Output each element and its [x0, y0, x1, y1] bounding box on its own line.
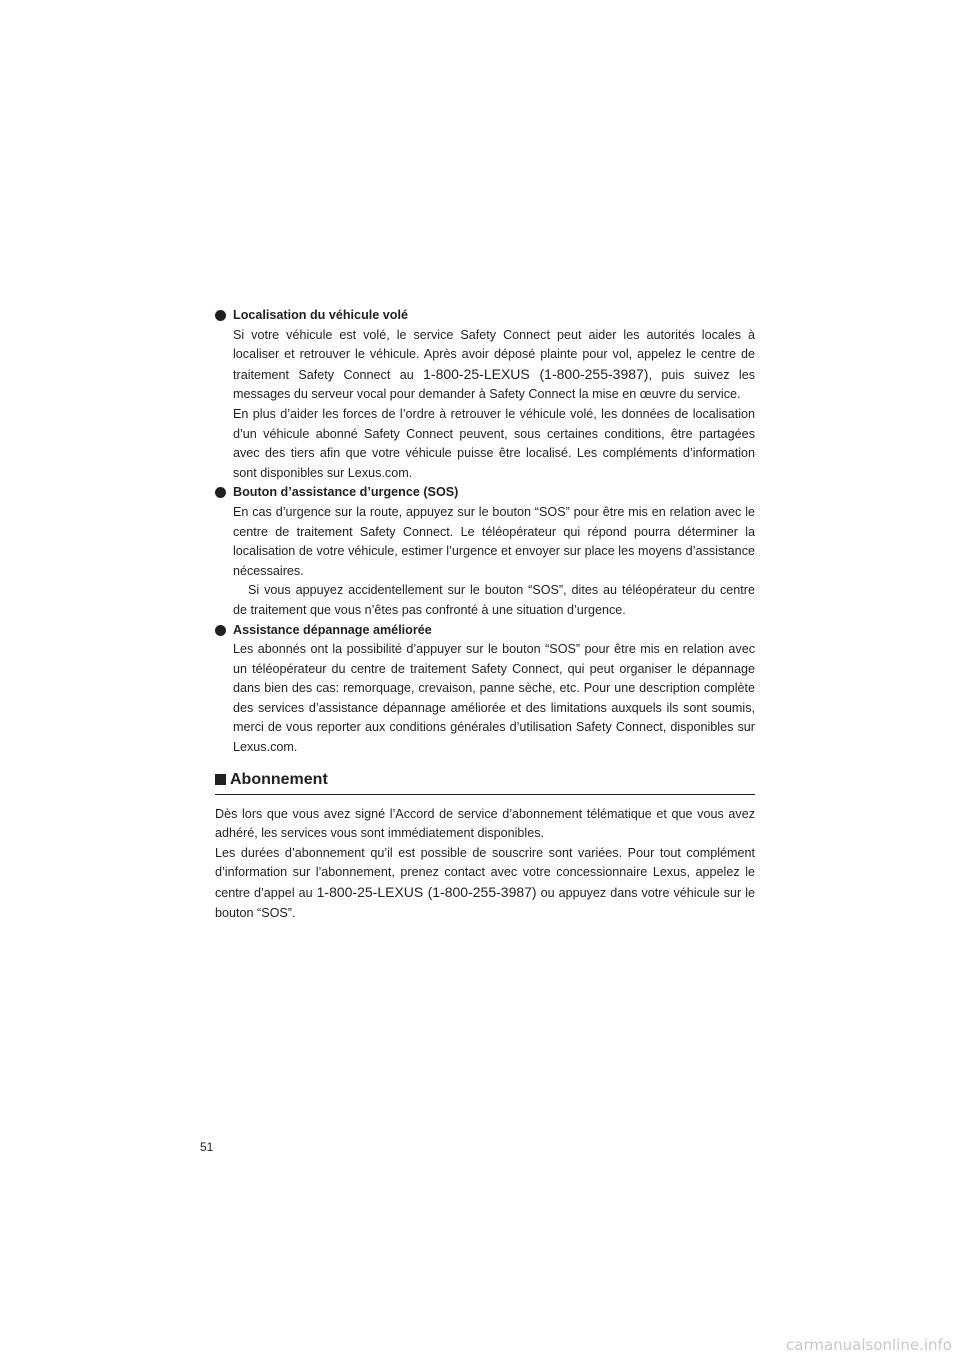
item-title: Localisation du véhicule volé	[233, 308, 408, 322]
phone-number: 1-800-25-LEXUS (1-800-255-3987)	[316, 884, 537, 901]
item-paragraph: Si vous appuyez accidentellement sur le bouton “SOS”, dites au téléopérateur du centre de traitement que vous n’êtes pas confronté à une situation d’urgence.	[233, 583, 755, 617]
section-heading	[215, 770, 755, 795]
item-paragraph: Les abonnés ont la possibilité d’appuyer sur le bouton “SOS” pour être mis en relation avec un téléopérateur du centre de traitement Safety Connect, qui peut organiser le dépannage dans bien des cas: remorquage, crevaison, panne sèche, etc. Pour une description complète des services d’assistance dépannage améliorée et des limitations auxquels ils sont soumis, merci de vous reporter aux conditions générales d’utilisation Safety Connect, disponibles sur Lexus.com.	[233, 642, 755, 755]
item-paragraph: Si votre véhicule est volé, le service Safety Connect peut aider les autorités locales à localiser et retrouver le véhicule. Après avoir déposé plainte pour vol, appelez le centre de traitement Safety Connect au 1-800-25-LEXUS (1-800-255-3987), puis suivez les messages du serveur vocal pour demander à Safety Connect la mise en œuvre du service.	[233, 327, 755, 402]
watermark: carmanualsonline.info	[786, 1336, 952, 1354]
list-item-stolen-vehicle	[215, 306, 755, 483]
item-title: Bouton d’assistance d’urgence (SOS)	[233, 485, 459, 500]
section-paragraph: Les durées d’abonnement qu’il est possible de souscrire sont variées. Pour tout complément d’information sur l’abonnement, prenez contact avec votre concessionnaire Lexus, appelez le centre d’appel au 1-800-25-LEXUS (1-800-255-3987) ou appuyez dans votre véhicule sur le bouton “SOS”.	[215, 845, 755, 920]
section-paragraph: Dès lors que vous avez signé l’Accord de service d’abonnement télématique et que vous avez adhéré, les services vous sont immédiatement disponibles.	[215, 806, 755, 841]
phone-number: 1-800-25-LEXUS (1-800-255-3987)	[423, 365, 649, 382]
list-item-roadside-assistance	[215, 621, 755, 758]
bullet-icon	[215, 487, 226, 498]
bullet-icon	[215, 310, 226, 321]
section-title: Abonnement	[230, 770, 328, 788]
item-paragraph: En plus d’aider les forces de l’ordre à retrouver le véhicule volé, les données de localisation d’un véhicule abonné Safety Connect peuvent, sous certaines conditions, être partagées avec des tiers afin que votre véhicule puisse être localisé. Les compléments d’information sont disponibles sur Lexus.com.	[233, 406, 755, 480]
list-item-sos-button	[215, 483, 755, 620]
item-paragraph: En cas d’urgence sur la route, appuyez sur le bouton “SOS” pour être mis en relation avec le centre de traitement Safety Connect. Le téléopérateur qui répond pourra déterminer la localisation de votre véhicule, estimer l’urgence et envoyer sur place les moyens d’assistance nécessaires.	[233, 504, 755, 578]
page-content	[215, 306, 755, 923]
bullet-icon	[215, 625, 226, 636]
item-title: Assistance dépannage améliorée	[233, 622, 432, 637]
square-bullet-icon	[215, 774, 226, 785]
page-number: 51	[200, 1140, 214, 1154]
